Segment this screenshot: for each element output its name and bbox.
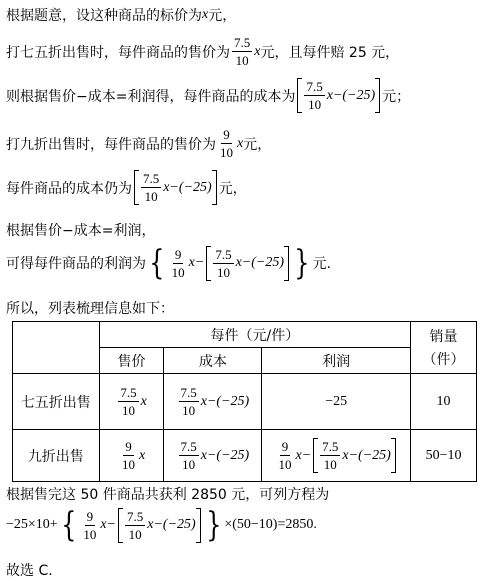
table-sales-header <box>411 322 477 374</box>
line-7 <box>6 243 332 283</box>
var-x: x <box>237 135 244 151</box>
row-label: 七五折出售 <box>13 374 100 430</box>
numerator: 7.5 <box>306 79 323 94</box>
fraction <box>218 128 235 159</box>
text: 则根据售价−成本=利润得，每件商品的成本为 <box>6 88 296 105</box>
square-bracket <box>313 440 396 471</box>
denominator: 10 <box>235 53 249 68</box>
fraction <box>232 36 252 67</box>
line-10 <box>6 505 317 545</box>
line-2 <box>6 36 399 67</box>
denominator: 10 <box>121 457 135 472</box>
var-x: x <box>138 447 146 463</box>
sales-header-line2: （件） <box>422 352 465 368</box>
expression: x−(−25) <box>147 517 196 532</box>
denominator: 10 <box>323 457 337 472</box>
line-3 <box>6 80 410 111</box>
numerator: 7.5 <box>215 246 232 262</box>
fraction <box>179 386 199 417</box>
denominator: 10 <box>182 457 196 472</box>
text: 元， <box>208 8 237 24</box>
denominator: 10 <box>83 526 97 542</box>
denominator: 10 <box>171 264 185 280</box>
fraction <box>170 248 187 279</box>
table-col-header: 成本 <box>164 348 262 374</box>
denominator: 10 <box>182 403 196 418</box>
numerator: 7.5 <box>180 385 197 400</box>
price-cell <box>99 430 164 482</box>
line-9 <box>6 484 329 504</box>
sales-cell: 10 <box>411 374 477 430</box>
expression: ×(50−10)=2850. <box>224 517 317 532</box>
text: 打七五折出售时，每件商品的售价为 <box>6 44 230 61</box>
denominator: 10 <box>220 145 233 160</box>
numerator: 9 <box>281 439 289 454</box>
expression: x−(−25) <box>163 179 212 195</box>
numerator: 7.5 <box>322 439 339 454</box>
fraction <box>81 510 98 541</box>
numerator: 9 <box>223 127 230 142</box>
cost-cell <box>164 430 262 482</box>
text: 元； <box>382 88 411 105</box>
var-x: x <box>202 7 209 22</box>
text: 根据售完这 50 件商品共获利 2850 元，可列方程为 <box>6 487 330 503</box>
text: 每件商品的成本仍为 <box>6 180 132 197</box>
sales-cell: 50−10 <box>411 430 477 482</box>
price-cell <box>99 374 164 430</box>
numerator: 9 <box>125 439 132 454</box>
right-brace: } <box>205 505 222 545</box>
line-1 <box>6 5 236 25</box>
fraction <box>276 440 293 471</box>
row-label: 九折出售 <box>13 430 100 482</box>
table-col-header: 利润 <box>262 348 411 374</box>
var-x: x <box>140 393 147 409</box>
denominator: 10 <box>121 403 135 418</box>
text: 元， <box>243 136 272 153</box>
numerator: 7.5 <box>234 35 251 50</box>
text: 打九折出售时，每件商品的售价为 <box>6 136 216 153</box>
square-bracket <box>206 248 289 279</box>
line-4 <box>6 128 271 159</box>
profit-cell <box>262 430 411 482</box>
text: 元， <box>218 180 247 197</box>
fraction <box>120 440 137 471</box>
square-bracket <box>134 172 217 203</box>
sales-header-line1: 销量 <box>429 329 458 345</box>
line-6 <box>6 220 155 240</box>
left-brace: { <box>60 505 77 545</box>
numerator: 7.5 <box>120 385 137 400</box>
expression: x−(−25) <box>326 87 376 103</box>
numerator: 9 <box>86 508 94 524</box>
table-corner-cell <box>13 322 100 374</box>
numerator: 7.5 <box>180 439 197 454</box>
expression: x− <box>188 255 205 270</box>
info-table <box>12 321 477 482</box>
text: 元. <box>312 256 332 272</box>
table-row <box>13 430 477 482</box>
expression: −25×10+ <box>6 517 58 532</box>
numerator: 7.5 <box>127 508 144 524</box>
left-brace: { <box>149 243 165 283</box>
fraction <box>141 172 161 203</box>
var-x: x <box>254 43 261 59</box>
denominator: 10 <box>308 97 322 112</box>
table-col-header: 售价 <box>99 348 164 374</box>
line-11 <box>6 560 53 580</box>
expression: x−(−25) <box>342 447 391 463</box>
text: 故选 C. <box>6 563 53 579</box>
denominator: 10 <box>278 457 292 472</box>
text: 元，且每件赔 25 元， <box>260 44 400 61</box>
fraction <box>125 510 145 541</box>
numerator: 9 <box>174 246 182 262</box>
square-bracket <box>118 510 201 541</box>
denominator: 10 <box>216 264 230 280</box>
right-brace: } <box>294 243 310 283</box>
denominator: 10 <box>128 526 142 542</box>
expression: x− <box>295 447 312 463</box>
fraction <box>118 386 138 417</box>
text: 根据售价−成本=利润， <box>6 223 156 239</box>
expression: x−(−25) <box>200 447 250 463</box>
table-group-header: 每件（元/件） <box>99 322 410 348</box>
fraction <box>320 440 340 471</box>
fraction <box>179 440 199 471</box>
profit-cell: −25 <box>262 374 411 430</box>
text: 根据题意，设这种商品的标价为 <box>6 8 202 24</box>
numerator: 7.5 <box>143 171 160 186</box>
expression: x−(−25) <box>235 255 284 270</box>
text: 所以，列表梳理信息如下： <box>6 301 174 317</box>
denominator: 10 <box>144 189 158 204</box>
line-5 <box>6 172 247 203</box>
expression: x− <box>100 517 116 532</box>
text: 可得每件商品的利润为 <box>6 256 146 272</box>
fraction <box>213 248 233 279</box>
table-row <box>13 374 477 430</box>
cost-cell <box>164 374 262 430</box>
expression: x−(−25) <box>200 393 250 409</box>
line-8 <box>6 298 174 318</box>
fraction <box>304 80 324 111</box>
square-bracket <box>297 80 380 111</box>
